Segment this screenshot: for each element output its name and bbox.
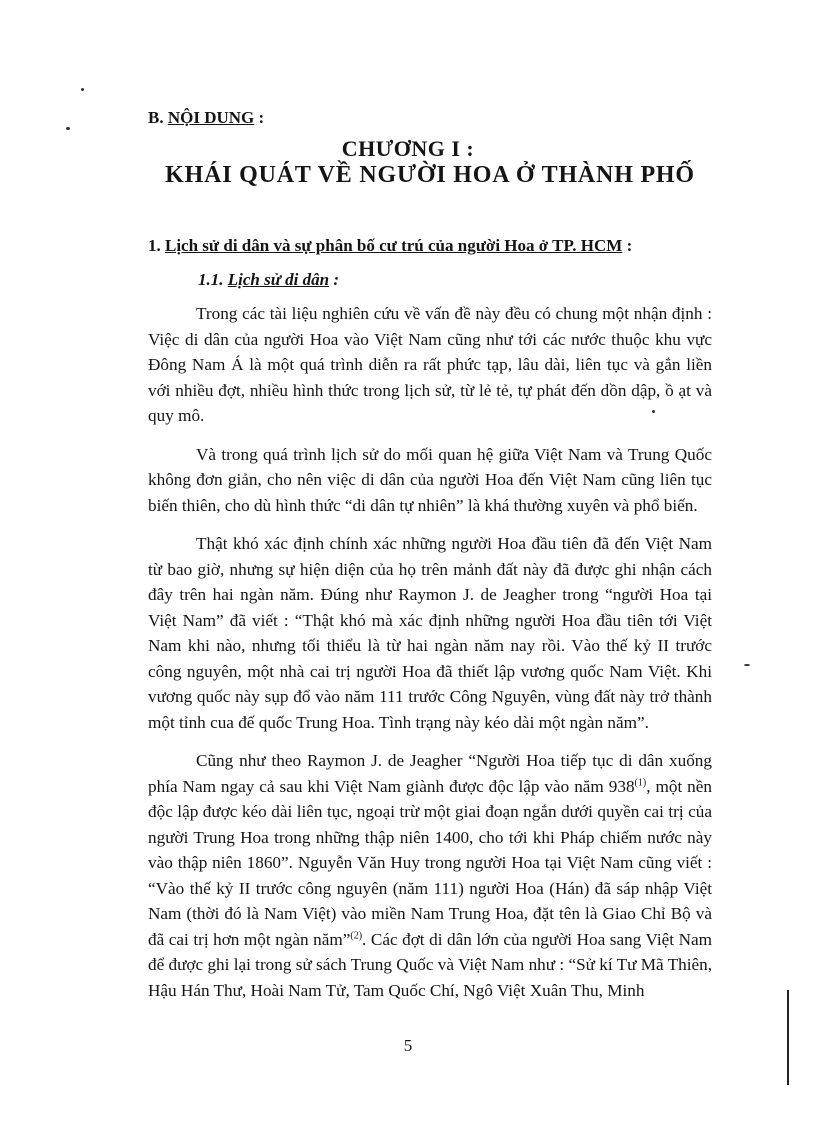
- subsection-heading: [198, 270, 339, 290]
- footnote-ref-2: (2): [350, 929, 363, 941]
- scan-speck: [652, 410, 655, 413]
- chapter-title: KHÁI QUÁT VỀ NGƯỜI HOA Ở THÀNH PHỐ: [165, 162, 695, 188]
- paragraph-text: Cũng như theo Raymon J. de Jeagher “Người Hoa tiếp tục di dân xuống phía Nam ngay cả sau khi Việt Nam giành được độc lập vào năm 938: [148, 751, 712, 796]
- section-heading: [148, 236, 632, 256]
- paragraph-text: . Các đợt di dân lớn của người Hoa sang Việt Nam để được ghi lại trong sử sách Trung Quốc và Việt Nam như : “Sử kí Tư Mã Thiên, Hậu Hán Thư, Hoài Nam Tử, Tam Quốc Chí, Ngô Việt Xuân Thu, Minh: [148, 929, 712, 1000]
- paragraph: Và trong quá trình lịch sử do mối quan hệ giữa Việt Nam và Trung Quốc không đơn giản, cho nên việc di dân của người Hoa đến Việt Nam cũng liên tục biến thiên, cho dù hình thức “di dân tự nhiên” là khá thường xuyên và phổ biến.: [148, 444, 712, 515]
- part-prefix: B.: [148, 108, 168, 127]
- subsection-suffix: :: [329, 270, 340, 289]
- part-label: NỘI DUNG: [167, 108, 255, 127]
- footnote-ref-1: (1): [634, 776, 647, 788]
- section-number: 1.: [148, 236, 165, 255]
- section-suffix: :: [622, 236, 633, 255]
- scan-speck: [744, 664, 750, 666]
- paragraph: Trong các tài liệu nghiên cứu về vấn đề này đều có chung một nhận định : Việc di dân của người Hoa vào Việt Nam cũng như tới các nước thuộc khu vực Đông Nam Á là một quá trình diễn ra rất phức tạp, lâu dài, liên tục và gắn liền với nhiều đợt, nhiều hình thức trong lịch sử, từ lẻ tẻ, tự phát đến dồn dập, ồ ạt và quy mô.: [148, 304, 712, 425]
- subsection-title: Lịch sử di dân: [227, 270, 330, 289]
- paragraph-text: , một nền độc lập được kéo dài liên tục, ngoại trừ một giai đoạn ngắn dưới quyền cai trị của người Trung Hoa trong những thập niên 1400, cho tới khi Pháp chiếm nước này vào thập niên 1860”. Nguyễn Văn Huy trong người Hoa tại Việt Nam cũng viết : “Vào thế kỷ II trước công nguyên (năm 111) người Hoa (Hán) đã sáp nhập Việt Nam (thời đó là Nam Việt) vào miền Nam Trung Hoa, đặt tên là Giao Chỉ Bộ và đã cai trị hơn một ngàn năm”: [148, 776, 713, 949]
- scan-edge-line: [787, 990, 789, 1085]
- scan-speck: [81, 88, 84, 91]
- part-heading: [148, 108, 264, 128]
- body-text: [148, 301, 712, 1016]
- part-suffix: :: [254, 108, 265, 127]
- chapter-number: CHƯƠNG I :: [341, 136, 475, 161]
- subsection-number: 1.1.: [198, 270, 228, 289]
- section-title: Lịch sử di dân và sự phân bố cư trú của người Hoa ở TP. HCM: [165, 236, 623, 255]
- paragraph: [148, 748, 712, 1003]
- page-number: 5: [403, 1036, 413, 1055]
- paragraph: Thật khó xác định chính xác những người Hoa đầu tiên đã đến Việt Nam từ bao giờ, nhưng sự hiện diện của họ trên mảnh đất này đã được ghi nhận cách đây trên hai ngàn năm. Đúng như Raymon J. de Jeagher trong “người Hoa tại Việt Nam” đã viết : “Thật khó mà xác định những người Hoa đầu tiên tới Việt Nam khi nào, nhưng tối thiểu là từ hai ngàn năm nay rồi. Vào thế kỷ II trước công nguyên, một nhà cai trị người Hoa đã thiết lập vương quốc Nam Việt. Khi vương quốc này sụp đổ vào năm 111 trước Công Nguyên, vùng đất này trở thành một tỉnh cua đế quốc Trung Hoa. Tình trạng này kéo dài một ngàn năm”.: [148, 534, 712, 732]
- scan-speck: [66, 127, 70, 130]
